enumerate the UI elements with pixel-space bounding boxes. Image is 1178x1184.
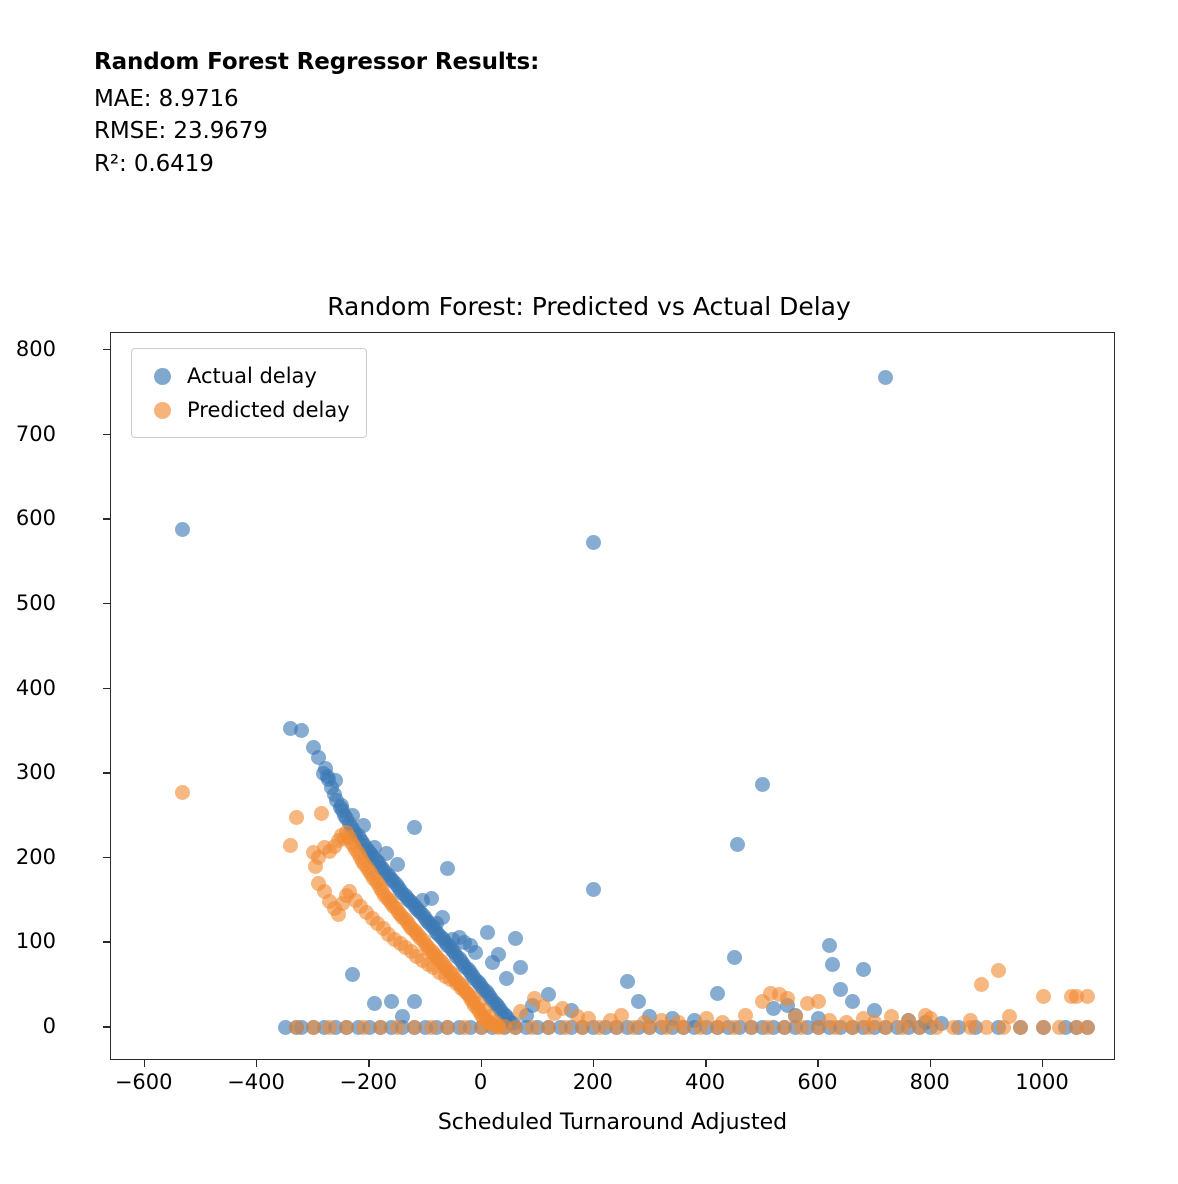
data-point bbox=[581, 1011, 596, 1026]
x-tick-label: 400 bbox=[685, 1070, 726, 1094]
y-tick-mark bbox=[103, 941, 110, 942]
data-point bbox=[440, 861, 455, 876]
data-point bbox=[979, 1020, 994, 1035]
x-tick-label: −600 bbox=[114, 1070, 173, 1094]
x-tick-label: 1000 bbox=[1015, 1070, 1069, 1094]
data-point bbox=[390, 857, 405, 872]
data-point bbox=[175, 785, 190, 800]
data-point bbox=[320, 769, 335, 784]
data-point bbox=[637, 1015, 652, 1030]
y-tick-label: 700 bbox=[15, 421, 56, 446]
data-point bbox=[946, 1020, 961, 1035]
data-point bbox=[424, 1020, 439, 1035]
data-point bbox=[811, 994, 826, 1009]
data-point bbox=[822, 938, 837, 953]
y-tick-mark bbox=[103, 518, 110, 519]
x-tick-label: 800 bbox=[909, 1070, 950, 1094]
data-point bbox=[440, 1020, 455, 1035]
legend-label-actual: Actual delay bbox=[187, 364, 317, 388]
data-point bbox=[878, 370, 893, 385]
data-point bbox=[715, 1015, 730, 1030]
y-tick-mark bbox=[103, 1026, 110, 1027]
y-tick-label: 600 bbox=[15, 506, 56, 531]
x-tick-mark bbox=[930, 1060, 931, 1067]
y-tick-mark bbox=[103, 772, 110, 773]
data-point bbox=[508, 931, 523, 946]
data-point bbox=[541, 1020, 556, 1035]
data-point bbox=[822, 1013, 837, 1028]
legend-item-actual bbox=[144, 359, 350, 393]
data-point bbox=[727, 950, 742, 965]
data-point bbox=[671, 1015, 686, 1030]
data-point bbox=[384, 994, 399, 1009]
y-tick-mark bbox=[103, 688, 110, 689]
y-tick-label: 0 bbox=[42, 1014, 56, 1039]
data-point bbox=[833, 982, 848, 997]
data-point bbox=[710, 986, 725, 1001]
scatter-figure bbox=[0, 270, 1178, 1170]
data-point bbox=[1036, 1020, 1051, 1035]
x-axis-label: Scheduled Turnaround Adjusted bbox=[437, 1110, 788, 1135]
legend-swatch-actual bbox=[154, 368, 171, 385]
x-tick-mark bbox=[368, 1060, 369, 1067]
data-point bbox=[508, 1020, 523, 1035]
data-point bbox=[839, 1015, 854, 1030]
y-tick-label: 300 bbox=[15, 760, 56, 785]
data-point bbox=[407, 820, 422, 835]
y-tick-label: 800 bbox=[15, 336, 56, 361]
data-point bbox=[390, 1020, 405, 1035]
data-point bbox=[699, 1011, 714, 1026]
plot-area bbox=[110, 332, 1115, 1060]
chart-title: Random Forest: Predicted vs Actual Delay bbox=[327, 292, 851, 321]
x-tick-label: 200 bbox=[572, 1070, 613, 1094]
data-point bbox=[356, 818, 371, 833]
data-point bbox=[499, 971, 514, 986]
data-point bbox=[620, 974, 635, 989]
data-point bbox=[1080, 1020, 1095, 1035]
x-tick-mark bbox=[256, 1060, 257, 1067]
data-point bbox=[991, 963, 1006, 978]
data-point bbox=[867, 1015, 882, 1030]
y-tick-label: 500 bbox=[15, 590, 56, 615]
data-point bbox=[963, 1013, 978, 1028]
data-point bbox=[367, 996, 382, 1011]
data-point bbox=[974, 977, 989, 992]
legend-swatch-predicted bbox=[154, 402, 171, 419]
x-tick-mark bbox=[481, 1060, 482, 1067]
x-tick-mark bbox=[593, 1060, 594, 1067]
results-mae: MAE: 8.9716 bbox=[94, 85, 239, 112]
data-point bbox=[760, 1020, 775, 1035]
data-point bbox=[457, 1020, 472, 1035]
data-point bbox=[175, 522, 190, 537]
y-tick-mark bbox=[103, 434, 110, 435]
data-point bbox=[780, 991, 795, 1006]
data-point bbox=[491, 1020, 506, 1035]
data-point bbox=[730, 837, 745, 852]
data-point bbox=[334, 798, 349, 813]
data-points-layer bbox=[111, 333, 1114, 1059]
results-r2: R²: 0.6419 bbox=[94, 150, 214, 177]
data-point bbox=[845, 994, 860, 1009]
y-tick-label: 200 bbox=[15, 844, 56, 869]
data-point bbox=[480, 925, 495, 940]
chart-legend bbox=[131, 348, 367, 438]
x-tick-label: 0 bbox=[473, 1070, 488, 1094]
data-point bbox=[654, 1013, 669, 1028]
data-point bbox=[289, 1020, 304, 1035]
results-rmse: RMSE: 23.9679 bbox=[94, 118, 268, 145]
data-point bbox=[289, 810, 304, 825]
data-point bbox=[283, 838, 298, 853]
data-point bbox=[407, 1020, 422, 1035]
data-point bbox=[1013, 1020, 1028, 1035]
data-point bbox=[586, 882, 601, 897]
y-tick-label: 400 bbox=[15, 675, 56, 700]
x-tick-label: −200 bbox=[339, 1070, 398, 1094]
data-point bbox=[825, 957, 840, 972]
data-point bbox=[356, 1020, 371, 1035]
y-tick-mark bbox=[103, 349, 110, 350]
x-tick-label: −400 bbox=[227, 1070, 285, 1094]
data-point bbox=[738, 1008, 753, 1023]
legend-label-predicted: Predicted delay bbox=[187, 398, 350, 422]
x-tick-mark bbox=[144, 1060, 145, 1067]
x-tick-mark bbox=[817, 1060, 818, 1067]
y-tick-label: 100 bbox=[15, 929, 56, 954]
legend-item-predicted bbox=[144, 393, 350, 427]
data-point bbox=[485, 955, 500, 970]
data-point bbox=[345, 967, 360, 982]
data-point bbox=[525, 1020, 540, 1035]
x-tick-mark bbox=[1042, 1060, 1043, 1067]
data-point bbox=[1052, 1020, 1067, 1035]
data-point bbox=[856, 962, 871, 977]
data-point bbox=[306, 1020, 321, 1035]
data-point bbox=[339, 1020, 354, 1035]
data-point bbox=[407, 994, 422, 1009]
data-point bbox=[294, 723, 309, 738]
data-point bbox=[424, 891, 439, 906]
data-point bbox=[901, 1013, 916, 1028]
x-tick-label: 600 bbox=[797, 1070, 838, 1094]
data-point bbox=[474, 1020, 489, 1035]
data-point bbox=[513, 960, 528, 975]
data-point bbox=[468, 945, 483, 960]
data-point bbox=[373, 1020, 388, 1035]
results-summary bbox=[94, 46, 539, 181]
data-point bbox=[755, 777, 770, 792]
data-point bbox=[586, 535, 601, 550]
data-point bbox=[631, 994, 646, 1009]
data-point bbox=[558, 1020, 573, 1035]
data-point bbox=[314, 806, 329, 821]
results-title: Random Forest Regressor Results: bbox=[94, 49, 540, 75]
y-tick-mark bbox=[103, 603, 110, 604]
data-point bbox=[1036, 989, 1051, 1004]
x-tick-mark bbox=[705, 1060, 706, 1067]
y-tick-mark bbox=[103, 857, 110, 858]
